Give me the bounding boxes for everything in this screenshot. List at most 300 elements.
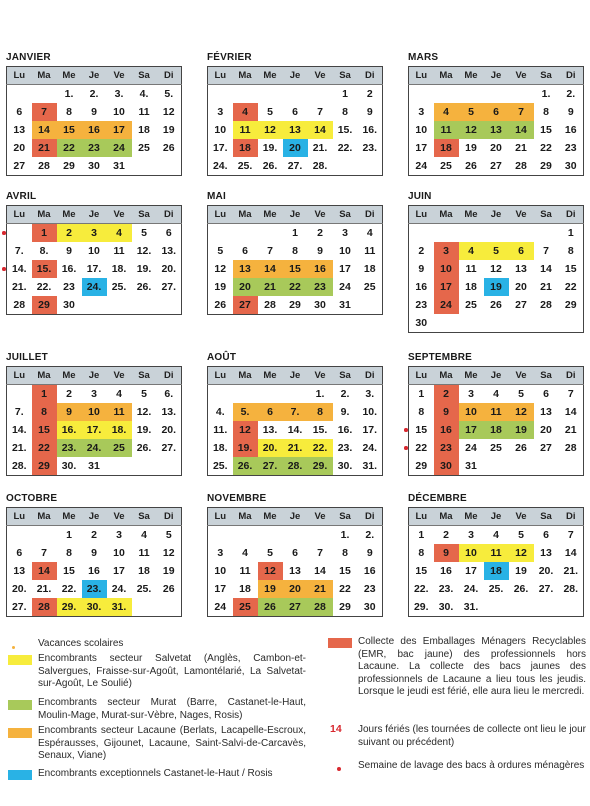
day-number: 15.: [337, 124, 353, 136]
day-number: 2: [317, 227, 323, 239]
day-number: 10: [415, 124, 428, 136]
weekday-header: Sa: [333, 367, 358, 385]
day-number: 8: [543, 106, 549, 118]
day-number: 27.: [538, 583, 554, 595]
day-number: 23: [363, 583, 376, 595]
day-number: 14: [314, 124, 326, 136]
weekday-header: Me: [258, 508, 283, 526]
day-number: 6: [16, 106, 23, 118]
day-number: 1.: [64, 88, 74, 100]
day-number: 24: [214, 601, 227, 613]
weekday-header: Sa: [132, 508, 157, 526]
day-number: 29: [564, 299, 577, 311]
day-number: 8: [342, 547, 348, 559]
day-number: 13: [239, 263, 251, 275]
day-number: 9: [91, 106, 97, 118]
day-number: 28: [564, 442, 577, 454]
weekday-header: Sa: [333, 67, 358, 85]
day-number: 12: [515, 406, 527, 418]
day-number: 20.: [262, 442, 278, 454]
legend-feries: Jours fériés (les tournées de collecte ont lieu le jour suivant ou précédent): [358, 724, 586, 748]
weekday-header: Di: [358, 67, 383, 85]
day-number: 15: [415, 424, 428, 436]
month-title: DÉCEMBRE: [408, 493, 467, 504]
day-number: 7: [567, 529, 574, 541]
day-number: 17: [214, 583, 227, 595]
day-number: 18: [138, 124, 150, 136]
day-number: 4: [443, 106, 449, 118]
day-number: 11: [465, 263, 477, 275]
day-number: 7: [41, 547, 47, 559]
day-number: 18: [138, 565, 150, 577]
day-number: 11.: [213, 424, 228, 436]
weekday-header: Je: [283, 206, 308, 224]
day-number: 5: [518, 529, 524, 541]
weekday-header: Ve: [107, 206, 132, 224]
weekday-header: Lu: [7, 206, 32, 224]
day-number: 21: [38, 142, 50, 154]
day-number: 18: [490, 424, 502, 436]
weekday-header: Me: [459, 367, 484, 385]
weekday-header: Je: [484, 508, 509, 526]
day-number: 3: [217, 547, 224, 559]
weekday-header: Di: [559, 206, 584, 224]
weekday-header: Me: [57, 508, 82, 526]
swatch-yellow: [8, 655, 32, 665]
day-number: 3: [443, 245, 449, 257]
weekday-header: Sa: [534, 67, 559, 85]
day-number: 18.: [111, 424, 127, 436]
weekday-header: Me: [258, 206, 283, 224]
day-number: 16: [363, 565, 376, 577]
weekday-header: Lu: [7, 367, 32, 385]
day-number: 28: [38, 160, 50, 172]
day-number: 19: [465, 142, 477, 154]
day-number: 12: [465, 124, 477, 136]
day-number: 15: [63, 124, 75, 136]
day-number: 30.: [337, 460, 353, 472]
vacances-dot-icon: [12, 646, 15, 649]
day-number: 4: [493, 529, 499, 541]
day-number: 15.: [36, 263, 52, 275]
day-number: 16.: [61, 263, 77, 275]
day-number: 28: [13, 299, 26, 311]
day-number: 5: [141, 227, 147, 239]
day-number: 9: [443, 547, 449, 559]
day-number: 22: [289, 281, 301, 293]
day-number: 14.: [11, 263, 27, 275]
weekday-header: Ma: [434, 367, 459, 385]
day-number: 19: [515, 424, 527, 436]
weekday-header: Lu: [208, 206, 233, 224]
day-number: 16: [88, 565, 100, 577]
day-number: 9: [567, 106, 574, 118]
day-number: 2: [443, 529, 449, 541]
day-number: 5: [518, 388, 524, 400]
day-number: 9: [66, 245, 72, 257]
month-title: NOVEMBRE: [207, 493, 267, 504]
day-number: 8: [41, 406, 47, 418]
day-number: 21.: [563, 565, 579, 577]
weekday-header: Sa: [333, 508, 358, 526]
day-number: 5: [217, 245, 224, 257]
weekday-header: Ma: [434, 67, 459, 85]
day-number: 13.: [161, 406, 177, 418]
weekday-header: Di: [358, 367, 383, 385]
day-number: 13: [289, 565, 301, 577]
day-number: 10.: [362, 406, 378, 418]
day-number: 5.: [240, 406, 250, 418]
weekday-header: Ma: [32, 67, 57, 85]
day-number: 24.: [362, 442, 378, 454]
day-number: 19: [162, 124, 175, 136]
day-number: 18: [490, 565, 502, 577]
day-number: 9: [366, 106, 373, 118]
day-number: 14: [314, 565, 326, 577]
day-number: 6: [518, 245, 524, 257]
day-number: 12.: [136, 245, 152, 257]
day-number: 20: [289, 583, 301, 595]
swatch-blue: [8, 770, 32, 780]
day-number: 8: [342, 106, 348, 118]
day-number: 23.: [362, 142, 378, 154]
day-number: 3: [468, 388, 474, 400]
day-number: 31: [88, 460, 100, 472]
day-number: 28.: [287, 460, 303, 472]
day-number: 29.: [312, 460, 328, 472]
day-number: 3: [217, 106, 224, 118]
day-number: 12: [239, 424, 251, 436]
day-number: 1.: [315, 388, 325, 400]
swatch-green: [8, 700, 32, 710]
day-number: 6: [543, 529, 549, 541]
day-number: 5: [141, 388, 147, 400]
weekday-header: Sa: [132, 206, 157, 224]
day-number: 16: [440, 424, 452, 436]
day-number: 25: [490, 442, 502, 454]
month-title: JUIN: [408, 191, 432, 202]
day-number: 10: [214, 565, 227, 577]
weekday-header: Lu: [208, 367, 233, 385]
day-number: 20.: [11, 583, 27, 595]
day-number: 31.: [111, 601, 127, 613]
day-number: 12: [490, 263, 502, 275]
day-number: 17: [465, 565, 477, 577]
day-number: 11: [113, 245, 125, 257]
day-number: 22.: [413, 583, 429, 595]
month-title: JUILLET: [6, 352, 48, 363]
day-number: 14.: [11, 424, 27, 436]
weekday-header: Lu: [409, 367, 434, 385]
weekday-header: Di: [358, 508, 383, 526]
day-number: 22: [540, 142, 552, 154]
day-number: 5: [267, 547, 273, 559]
day-number: 25.: [237, 160, 253, 172]
day-number: 18: [363, 263, 376, 275]
day-number: 3: [91, 388, 97, 400]
day-number: 25: [465, 299, 477, 311]
day-number: 19.: [262, 142, 278, 154]
day-number: 25.: [212, 460, 228, 472]
day-number: 11: [490, 406, 502, 418]
day-number: 24.: [111, 583, 127, 595]
day-number: 30.: [86, 601, 102, 613]
day-number: 25: [113, 442, 125, 454]
day-number: 19.: [136, 424, 152, 436]
day-number: 26.: [262, 160, 278, 172]
day-number: 22: [63, 142, 75, 154]
day-number: 9: [366, 547, 373, 559]
month-title: AOÛT: [207, 352, 237, 363]
day-number: 17: [113, 124, 125, 136]
month-title: MAI: [207, 191, 226, 202]
day-number: 13: [540, 406, 552, 418]
weekday-header: Ve: [509, 367, 534, 385]
day-number: 28: [38, 601, 50, 613]
day-number: 8: [418, 406, 425, 418]
weekday-header: Sa: [534, 206, 559, 224]
day-number: 20.: [161, 263, 177, 275]
day-number: 17: [440, 281, 452, 293]
weekday-header: Lu: [7, 67, 32, 85]
day-number: 7.: [14, 406, 24, 418]
day-number: 28.: [312, 160, 328, 172]
day-number: 19: [214, 281, 227, 293]
day-number: 10: [214, 124, 227, 136]
weekday-header: Je: [82, 508, 107, 526]
weekday-header: Sa: [132, 367, 157, 385]
weekday-header: Di: [157, 206, 182, 224]
day-number: 11: [138, 547, 150, 559]
day-number: 27: [289, 601, 301, 613]
day-number: 6: [242, 245, 248, 257]
day-number: 29.: [413, 601, 429, 613]
day-number: 21: [540, 281, 552, 293]
day-number: 20: [490, 142, 502, 154]
day-number: 6: [16, 547, 23, 559]
day-number: 12: [214, 263, 227, 275]
day-number: 29: [38, 460, 50, 472]
day-number: 8: [66, 547, 72, 559]
day-number: 22: [415, 442, 428, 454]
day-number: 14: [515, 124, 527, 136]
day-number: 24.: [86, 442, 102, 454]
weekday-header: Di: [559, 508, 584, 526]
day-number: 22.: [36, 281, 52, 293]
day-number: 1: [418, 529, 425, 541]
day-number: 26: [490, 299, 502, 311]
day-number: 23: [415, 299, 428, 311]
day-number: 30: [88, 160, 100, 172]
day-number: 13: [289, 124, 301, 136]
day-number: 26: [465, 160, 477, 172]
day-number: 20.: [161, 424, 177, 436]
day-number: 4: [242, 547, 248, 559]
day-number: 13: [13, 565, 26, 577]
legend-salvetat: Encombrants secteur Salvetat (Anglès, Cambon-et-Salvergues, Fraisse-sur-Agoût, Lamontélarié, La Salvetat-sur-Agoût, Le Soulié): [38, 653, 306, 689]
day-number: 2.: [89, 88, 99, 100]
day-number: 4: [366, 227, 373, 239]
day-number: 19: [515, 565, 527, 577]
day-number: 13: [13, 124, 26, 136]
day-number: 24.: [212, 160, 228, 172]
day-number: 17: [113, 565, 125, 577]
day-number: 16: [564, 124, 577, 136]
day-number: 28.: [11, 460, 27, 472]
day-number: 2.: [365, 529, 375, 541]
day-number: 23.: [438, 583, 454, 595]
day-number: 1: [66, 529, 72, 541]
day-number: 29: [289, 299, 301, 311]
month-title: SEPTEMBRE: [408, 352, 473, 363]
day-number: 29: [339, 601, 351, 613]
day-number: 14: [564, 406, 577, 418]
day-number: 14: [264, 263, 276, 275]
day-number: 29: [415, 460, 428, 472]
weekday-header: Lu: [208, 67, 233, 85]
day-number: 21.: [312, 142, 328, 154]
day-number: 23: [88, 142, 100, 154]
day-number: 16: [314, 263, 326, 275]
weekday-header: Je: [484, 367, 509, 385]
weekday-header: Lu: [409, 206, 434, 224]
day-number: 8.: [39, 245, 49, 257]
weekday-header: Di: [157, 508, 182, 526]
day-number: 6.: [164, 388, 174, 400]
day-number: 3: [418, 106, 425, 118]
day-number: 4.: [139, 88, 149, 100]
weekday-header: Ve: [509, 508, 534, 526]
day-number: 7: [317, 106, 323, 118]
day-number: 20: [289, 142, 301, 154]
day-number: 22: [339, 583, 351, 595]
day-number: 7: [317, 547, 323, 559]
weekday-header: Di: [358, 206, 383, 224]
day-number: 24: [339, 281, 351, 293]
day-number: 16.: [337, 424, 353, 436]
day-number: 18.: [212, 442, 228, 454]
day-number: 28.: [563, 583, 579, 595]
swatch-red: [328, 638, 352, 648]
day-number: 23: [63, 281, 75, 293]
day-number: 27.: [161, 281, 177, 293]
day-number: 25: [239, 601, 251, 613]
day-number: 21: [515, 142, 527, 154]
weekday-header: Ve: [509, 206, 534, 224]
day-number: 21: [264, 281, 276, 293]
day-number: 9: [317, 245, 323, 257]
day-number: 23: [440, 442, 452, 454]
day-number: 27.: [11, 601, 27, 613]
day-number: 25: [440, 160, 452, 172]
weekday-header: Lu: [208, 508, 233, 526]
day-number: 1: [342, 88, 348, 100]
day-number: 3.: [114, 88, 124, 100]
day-number: 11: [490, 547, 502, 559]
day-number: 5: [468, 106, 474, 118]
month-title: AVRIL: [6, 191, 37, 202]
day-number: 7: [41, 106, 47, 118]
day-number: 19: [264, 583, 276, 595]
day-number: 24.: [463, 583, 479, 595]
day-number: 17: [415, 142, 428, 154]
day-number: 27: [13, 160, 26, 172]
day-number: 10: [113, 106, 125, 118]
day-number: 19: [490, 281, 502, 293]
day-number: 24.: [86, 281, 102, 293]
day-number: 7.: [14, 245, 24, 257]
day-number: 31: [465, 460, 477, 472]
day-number: 30: [63, 299, 75, 311]
weekday-header: Lu: [409, 67, 434, 85]
day-number: 19: [162, 565, 175, 577]
weekday-header: Me: [57, 367, 82, 385]
day-number: 20: [13, 142, 26, 154]
day-number: 11: [364, 245, 376, 257]
day-number: 6: [493, 106, 499, 118]
day-number: 7.: [290, 406, 300, 418]
weekday-header: Ve: [509, 67, 534, 85]
day-number: 29: [38, 299, 50, 311]
swatch-orange: [8, 728, 32, 738]
legend-feries-number: 14: [330, 723, 342, 735]
day-number: 30: [440, 460, 452, 472]
day-number: 23: [564, 142, 577, 154]
day-number: 14: [564, 547, 577, 559]
day-number: 31.: [362, 460, 378, 472]
weekday-header: Ve: [308, 206, 333, 224]
legend-emballages: Collecte des Emballages Ménagers Recyclables (EMR, bac jaune) des professionnels hors Lacaune. La collecte des bacs jaunes des professionnels de Lacaune a lieu tous les jeudis. Lorsque le jeudi est férié, elle aura lieu le mercredi.: [358, 636, 586, 697]
day-number: 31: [113, 160, 125, 172]
day-number: 20: [540, 424, 552, 436]
day-number: 17.: [212, 142, 228, 154]
month-title: FÉVRIER: [207, 52, 252, 63]
legend-vacances: Vacances scolaires: [38, 638, 124, 649]
day-number: 27.: [262, 460, 278, 472]
day-number: 30: [564, 160, 577, 172]
day-number: 4: [493, 388, 499, 400]
day-number: 9: [91, 547, 97, 559]
day-number: 21.: [36, 583, 52, 595]
day-number: 9: [443, 406, 449, 418]
day-number: 19.: [136, 263, 152, 275]
day-number: 25.: [136, 583, 152, 595]
day-number: 20: [515, 281, 527, 293]
weekday-header: Sa: [333, 206, 358, 224]
weekday-header: Ve: [107, 508, 132, 526]
weekday-header: Ma: [434, 508, 459, 526]
day-number: 28: [314, 601, 326, 613]
day-number: 2: [91, 529, 97, 541]
day-number: 26: [162, 583, 175, 595]
weekday-header: Me: [258, 367, 283, 385]
month-title: OCTOBRE: [6, 493, 58, 504]
day-number: 27: [540, 442, 552, 454]
weekday-header: Sa: [534, 367, 559, 385]
day-number: 10: [113, 547, 125, 559]
weekday-header: Ma: [233, 67, 258, 85]
day-number: 18: [440, 142, 452, 154]
day-number: 23.: [337, 442, 353, 454]
weekday-header: Je: [82, 67, 107, 85]
day-number: 12: [515, 547, 527, 559]
month-title: JANVIER: [6, 52, 51, 63]
day-number: 17.: [86, 263, 102, 275]
day-number: 24: [415, 160, 428, 172]
weekday-header: Lu: [409, 508, 434, 526]
day-number: 30.: [438, 601, 454, 613]
legend-lacaune: Encombrants secteur Lacaune (Berlats, Lacapelle-Escroux, Espérausses, Gijounet, Lacaune, Saint-Salvi-de-Carcavès, Senaux, Viane): [38, 725, 306, 761]
